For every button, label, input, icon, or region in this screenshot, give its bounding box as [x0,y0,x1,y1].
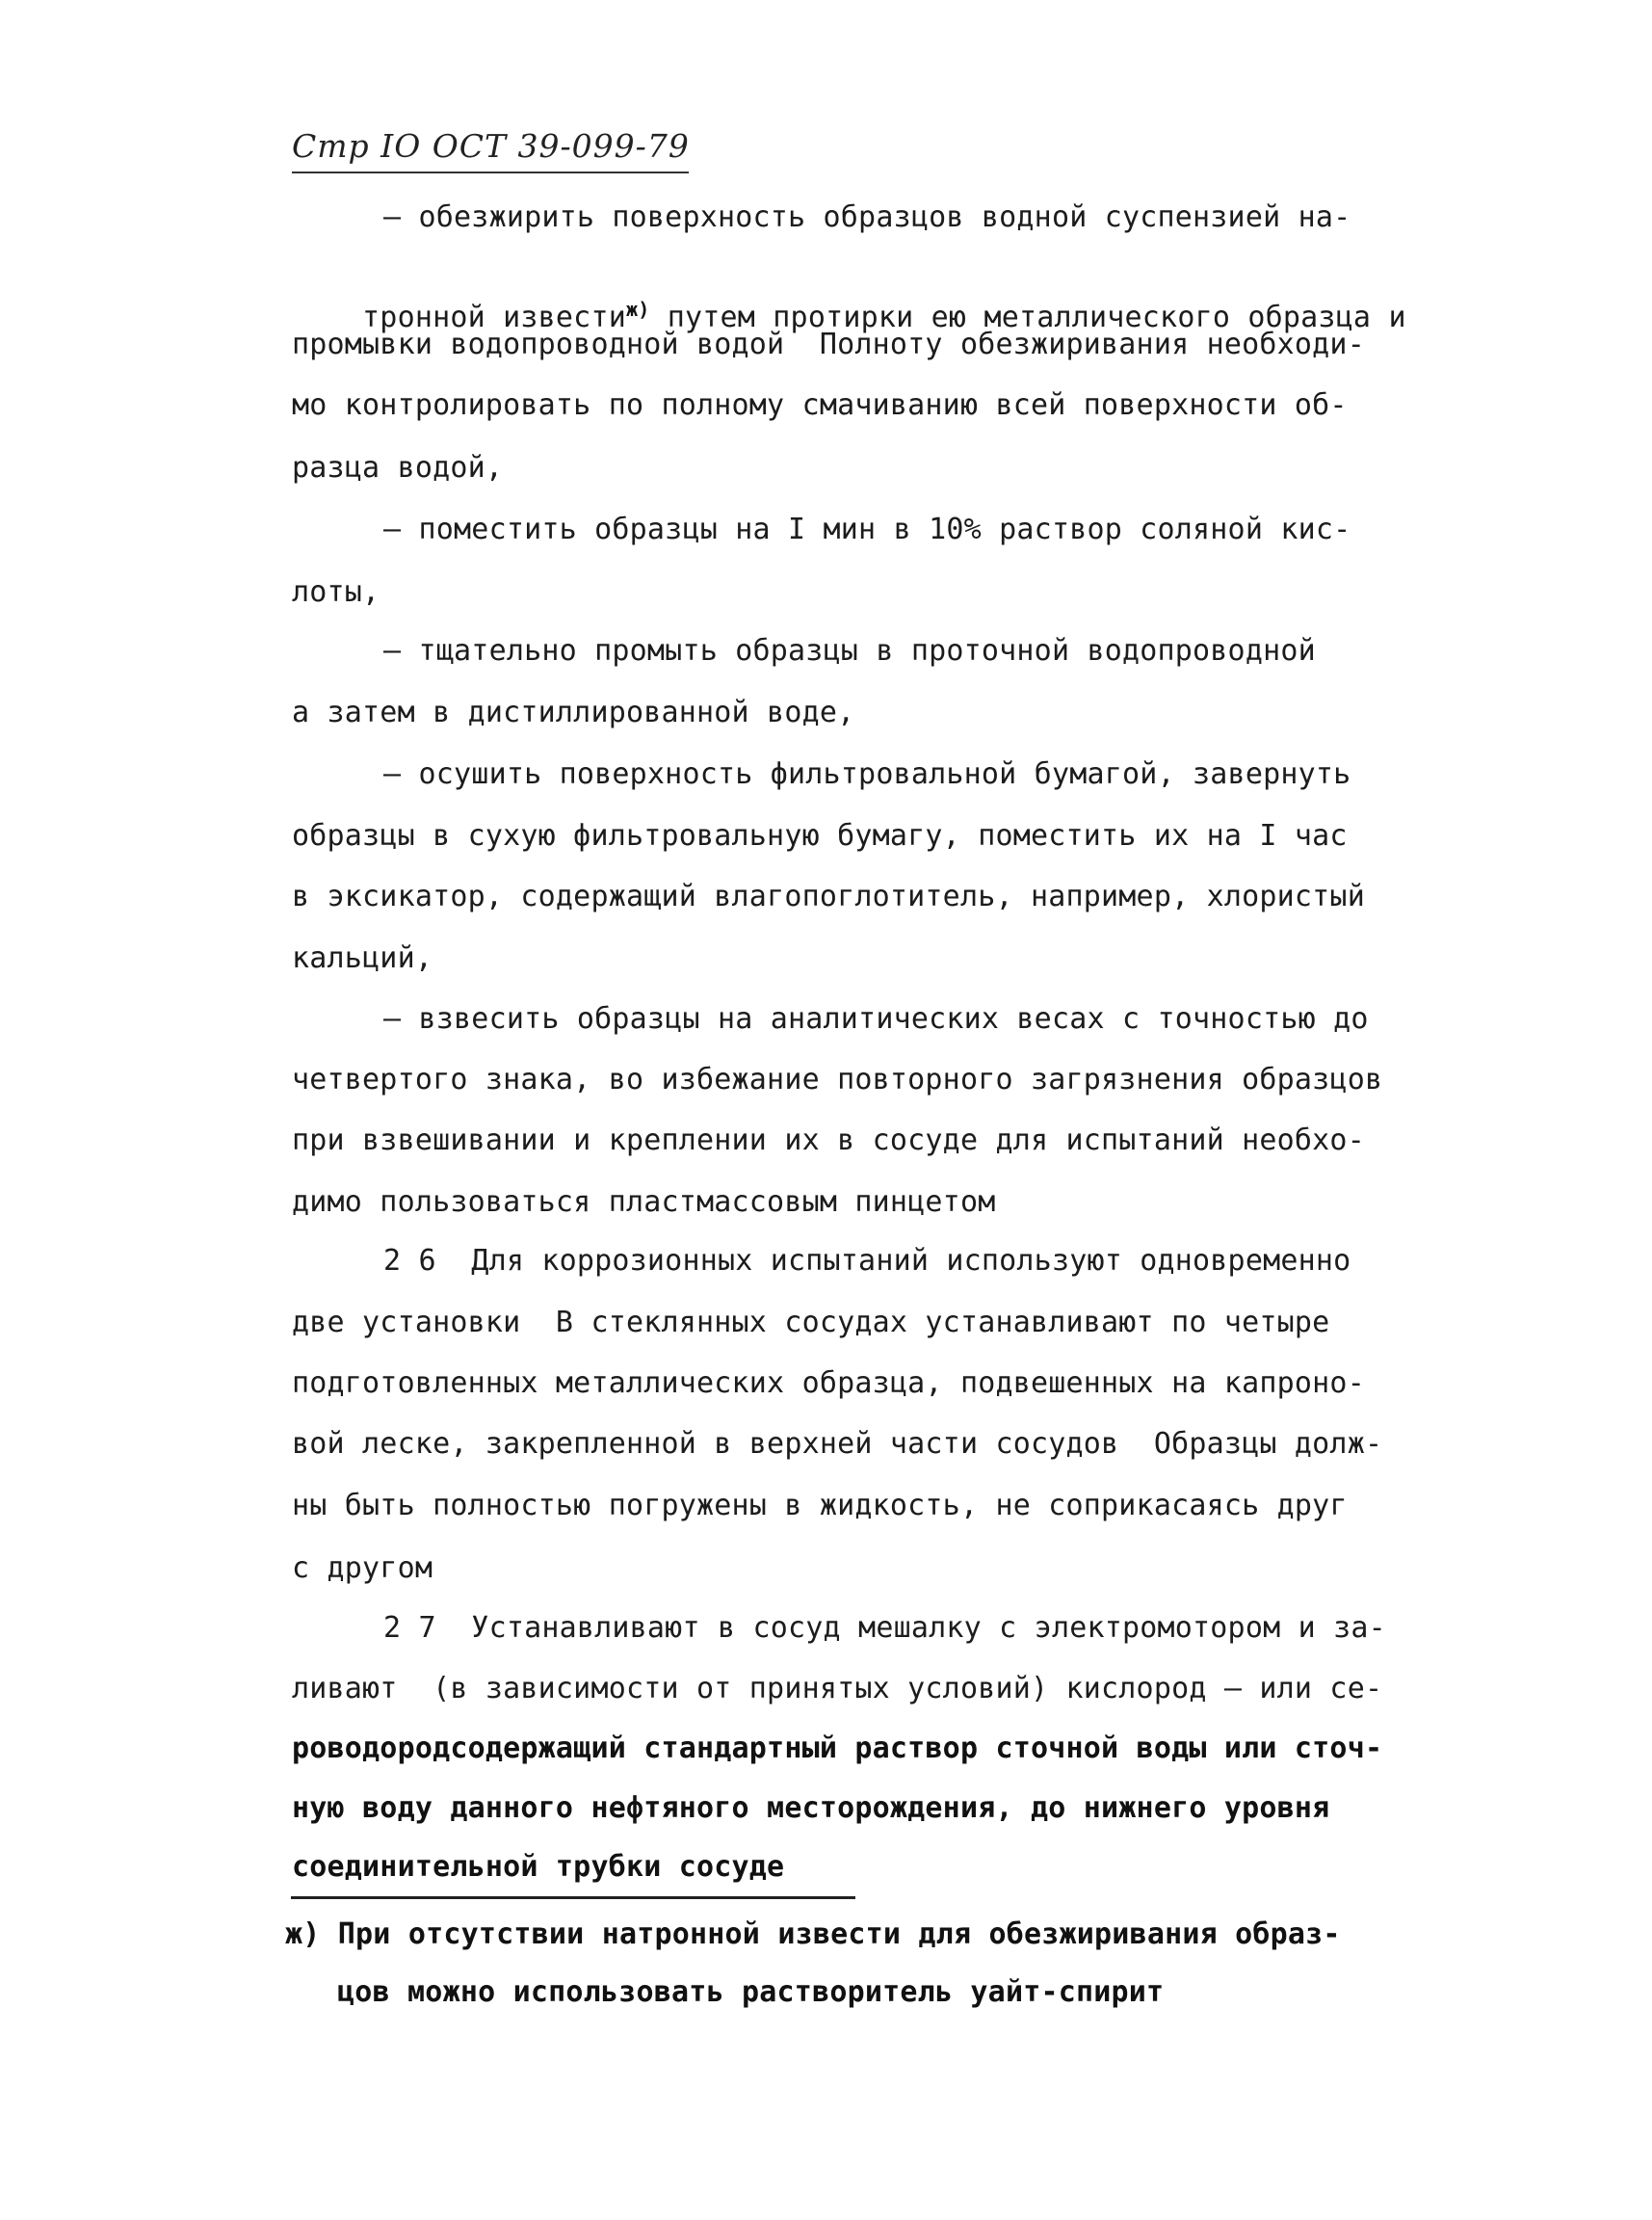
text-line: ны быть полностью погружены в жидкость, не соприкасаясь друг [292,1489,1348,1522]
text-line: при взвешивании и креплении их в сосуде для испытаний необхо- [292,1123,1365,1157]
text-line: вой леске, закрепленной в верхней части сосудов Образцы долж- [292,1427,1383,1461]
text-line: мо контролировать по полному смачиванию всей поверхности об- [292,388,1348,422]
text-line: – тщательно промыть образцы в проточной водопроводной [383,634,1316,668]
page-header: Стр IO ОСТ 39-099-79 [292,127,690,165]
text-line: в эксикатор, содержащий влагопоглотитель, например, хлористый [292,880,1365,913]
text-line: а затем в дистиллированной воде, [292,696,855,729]
text-line: с другом [292,1551,433,1585]
text-line: четвертого знака, во избежание повторного загрязнения образцов [292,1063,1383,1097]
text-line: образцы в сухую фильтровальную бумагу, поместить их на I час [292,819,1348,853]
text-line: – обезжирить поверхность образцов водной суспензией на- [383,200,1351,234]
text-line: – осушить поверхность фильтровальной бумагой, завернуть [383,757,1351,791]
text-line: разца водой, [292,451,504,485]
text-line: кальций, [292,941,433,975]
text-line: – взвесить образцы на аналитических весах с точностью до [383,1002,1369,1036]
text-line: соединительной трубки сосуде [292,1850,785,1884]
header-underline [292,172,689,173]
text-line: роводородсодержащий стандартный раствор сточной воды или сточ- [292,1731,1383,1765]
footnote-line: ж) При отсутствии натронной извести для обезжиривания образ- [285,1917,1341,1951]
footnote-separator [291,1896,855,1899]
text-fragment: путем протирки ею металлического образца и [649,301,1406,334]
footnote-line: цов можно использовать растворитель уайт-спирит [337,1975,1165,2009]
text-line: подготовленных металлических образца, подвешенных на капроно- [292,1366,1365,1400]
text-fragment: тронной извести [362,301,626,334]
footnote-marker: ж) [625,298,650,321]
text-line: 2 7 Устанавливают в сосуд мешалку с электромотором и за- [383,1611,1386,1645]
text-line: ную воду данного нефтяного месторождения, до нижнего уровня [292,1791,1330,1825]
text-line: две установки В стеклянных сосудах устанавливают по четыре [292,1306,1330,1339]
text-line: – поместить образцы на I мин в 10% раствор соляной кис- [383,513,1351,546]
text-line: ливают (в зависимости от принятых условий) кислород – или се- [292,1672,1383,1705]
text-line: лоты, [292,575,380,609]
text-line: промывки водопроводной водой Полноту обезжиривания необходи- [292,328,1365,361]
text-line: 2 6 Для коррозионных испытаний используют одновременно [383,1244,1351,1278]
text-line: димо пользоваться пластмассовым пинцетом [292,1185,996,1219]
